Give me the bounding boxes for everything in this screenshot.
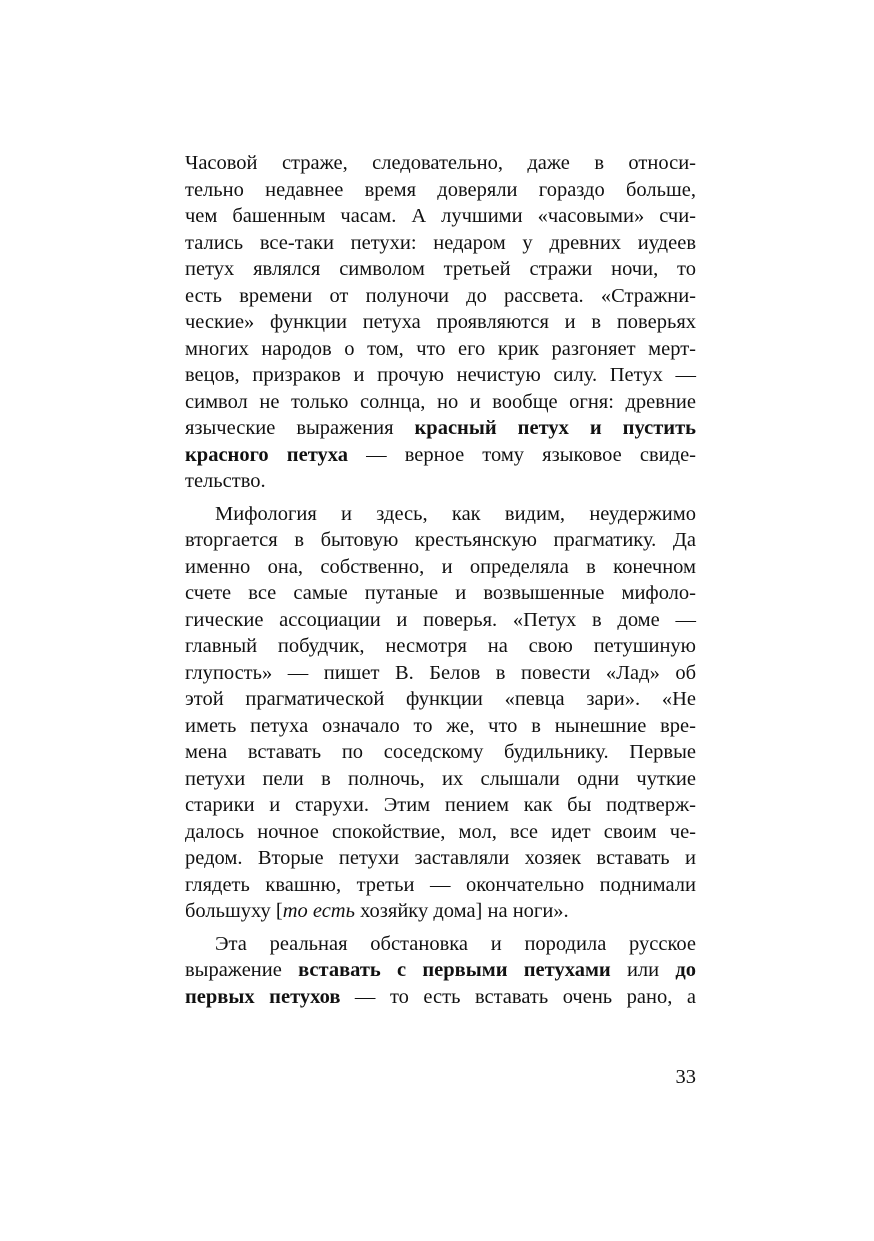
text-run: многих народов о том, что его крик разгоняет мерт- — [185, 337, 696, 360]
text-line — [185, 554, 696, 581]
text-run: счете все самые путаные и возвышенные мифоло- — [185, 582, 696, 604]
text-line — [185, 766, 696, 793]
text-run: большуху [ — [185, 900, 283, 922]
text-line — [185, 984, 696, 1011]
text-line — [185, 580, 696, 607]
text-line — [185, 713, 696, 740]
text-run: далось ночное спокойствие, мол, все идет своим че- — [185, 820, 696, 843]
text-line — [185, 177, 696, 204]
text-line — [185, 686, 696, 713]
paragraph — [185, 931, 696, 1011]
text-run: — то есть вставать очень рано, а — [340, 985, 696, 1008]
text-run: хозяйку дома] на ноги». — [354, 900, 569, 922]
text-run: языческие выражения — [185, 417, 415, 439]
text-line — [185, 283, 696, 310]
text-line — [185, 898, 696, 925]
text-line — [185, 872, 696, 899]
text-line — [185, 739, 696, 766]
page-number: 33 — [675, 1066, 696, 1088]
text-line — [185, 203, 696, 230]
text-run: — верное тому языковое свиде- — [347, 443, 696, 466]
text-line — [185, 957, 696, 984]
text-line — [185, 501, 696, 528]
text-line — [185, 792, 696, 819]
text-line — [185, 442, 696, 469]
text-run: Мифология и здесь, как видим, неудержимо — [215, 502, 696, 525]
text-line — [185, 931, 696, 958]
bold-phrase: вставать с первыми петухами — [298, 959, 611, 981]
text-run: ческие» функции петуха проявляются и в поверьях — [185, 311, 696, 333]
text-line — [185, 660, 696, 687]
text-run: или — [610, 959, 676, 981]
text-run: Часовой страже, следовательно, даже в относи- — [185, 152, 696, 174]
paragraph — [185, 150, 696, 495]
text-run: выражение — [185, 959, 299, 981]
text-run: петух являлся символом третьей стражи ночи, то — [185, 258, 696, 280]
text-line — [185, 230, 696, 257]
text-run: Эта реальная обстановка и породила русское — [215, 932, 696, 955]
text-run: петухи пели в полночь, их слышали одни чуткие — [185, 767, 696, 790]
text-line — [185, 633, 696, 660]
text-line — [185, 468, 696, 495]
text-run: иметь петуха означало то же, что в нынешние вре- — [185, 714, 696, 737]
bold-phrase: красного петуха — [185, 443, 348, 466]
text-line — [185, 845, 696, 872]
text-line — [185, 389, 696, 416]
text-run: тельно недавнее время доверяли гораздо больше, — [185, 178, 696, 201]
bold-phrase: красный петух и пустить — [414, 417, 696, 439]
text-run: этой прагматической функции «певца зари». «Не — [185, 688, 696, 710]
text-run: гические ассоциации и поверья. «Петух в доме — — [185, 608, 696, 631]
text-run: старики и старухи. Этим пением как бы подтверж- — [185, 794, 696, 816]
text-run: тельство. — [185, 470, 266, 492]
text-line — [185, 336, 696, 363]
bold-phrase: первых петухов — [185, 985, 341, 1008]
text-line — [185, 819, 696, 846]
text-run: редом. Вторые петухи заставляли хозяек вставать и — [185, 847, 696, 869]
text-line — [185, 527, 696, 554]
text-line — [185, 415, 696, 442]
text-run: вецов, призраков и прочую нечистую силу. Петух — — [185, 364, 696, 386]
text-run: мена вставать по соседскому будильнику. Первые — [185, 741, 696, 763]
text-line — [185, 256, 696, 283]
text-line — [185, 309, 696, 336]
text-run: есть времени от полуночи до рассвета. «Стражни- — [185, 284, 696, 307]
paragraph — [185, 501, 696, 925]
text-run: символ не только солнца, но и вообще огня: древние — [185, 390, 696, 413]
bold-phrase: до — [675, 959, 696, 981]
text-run: глупость» — пишет В. Белов в повести «Лад» об — [185, 661, 696, 684]
text-line — [185, 150, 696, 177]
text-line — [185, 362, 696, 389]
text-line — [185, 607, 696, 634]
italic-phrase: то есть — [282, 900, 355, 922]
page-body — [185, 150, 696, 1010]
text-run: главный побудчик, несмотря на свою петушиную — [185, 635, 696, 657]
text-run: чем башенным часам. А лучшими «часовыми» счи- — [185, 205, 696, 227]
text-run: вторгается в бытовую крестьянскую прагматику. Да — [185, 529, 696, 551]
text-run: именно она, собственно, и определяла в конечном — [185, 555, 696, 578]
text-run: тались все-таки петухи: недаром у древних иудеев — [185, 231, 696, 254]
text-run: глядеть квашню, третьи — окончательно поднимали — [185, 873, 696, 896]
